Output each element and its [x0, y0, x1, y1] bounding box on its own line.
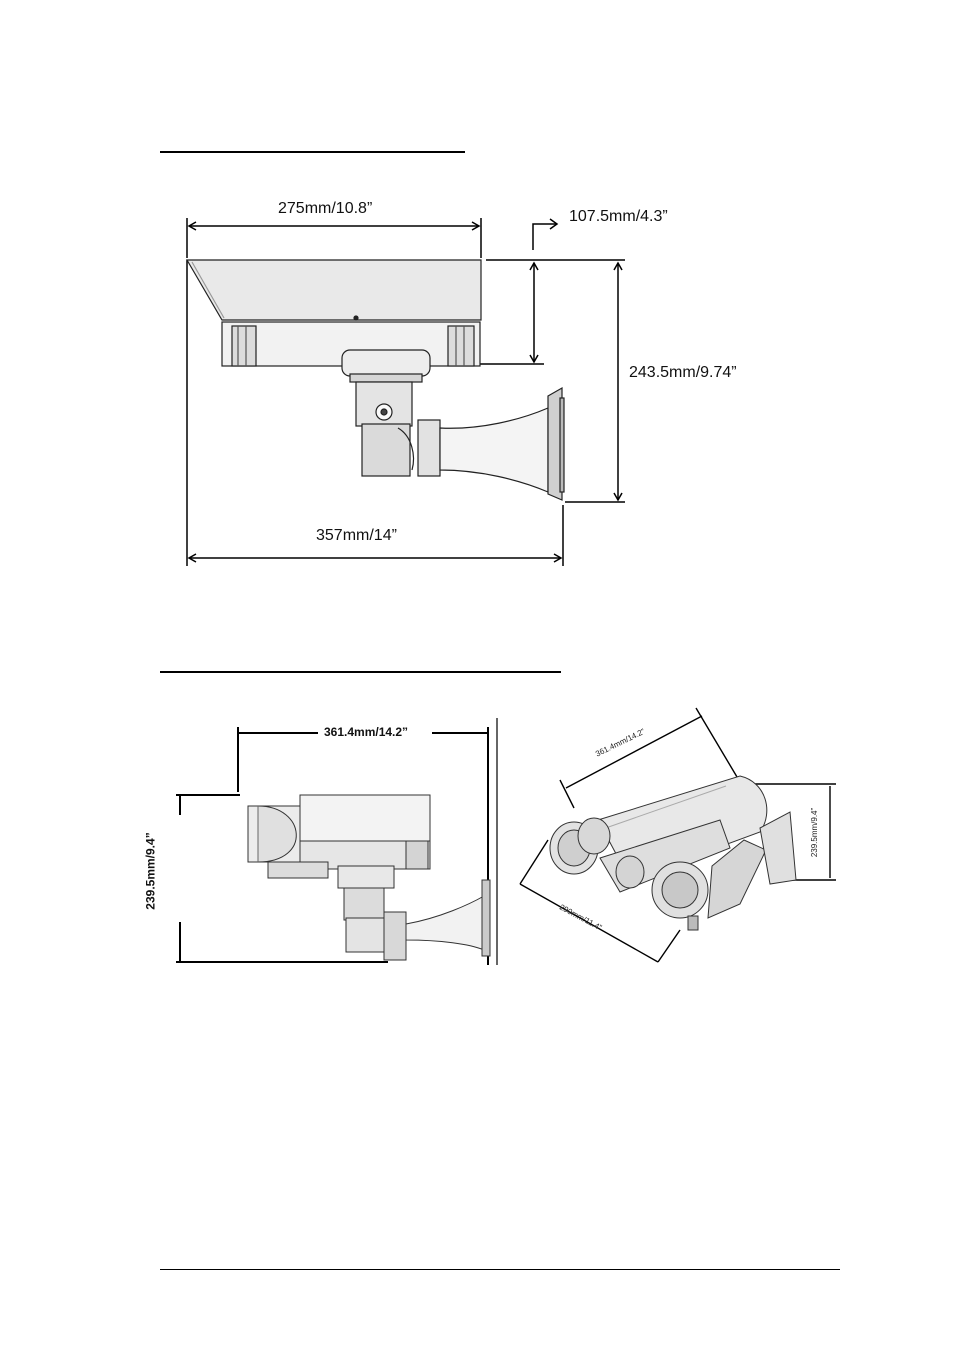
dim-depth-label: 107.5mm/4.3” [569, 208, 668, 225]
dim-length-total-label: 357mm/14” [316, 527, 397, 544]
ir-iso-height-label: 239.5mm/9.4” [810, 807, 820, 858]
ir-side-length-label: 361.4mm/14.2” [324, 725, 409, 739]
ir-iso-width-label: 290mm/11.4” [557, 902, 604, 933]
ir-iso-length-label: 361.4mm/14.2” [594, 726, 647, 759]
dim-width-top-label: 275mm/10.8” [278, 200, 373, 217]
ir-side-height-label: 239.5mm/9.4” [143, 832, 158, 910]
footer-rule [160, 1269, 840, 1270]
dim-height-total-label: 243.5mm/9.74” [629, 364, 737, 381]
